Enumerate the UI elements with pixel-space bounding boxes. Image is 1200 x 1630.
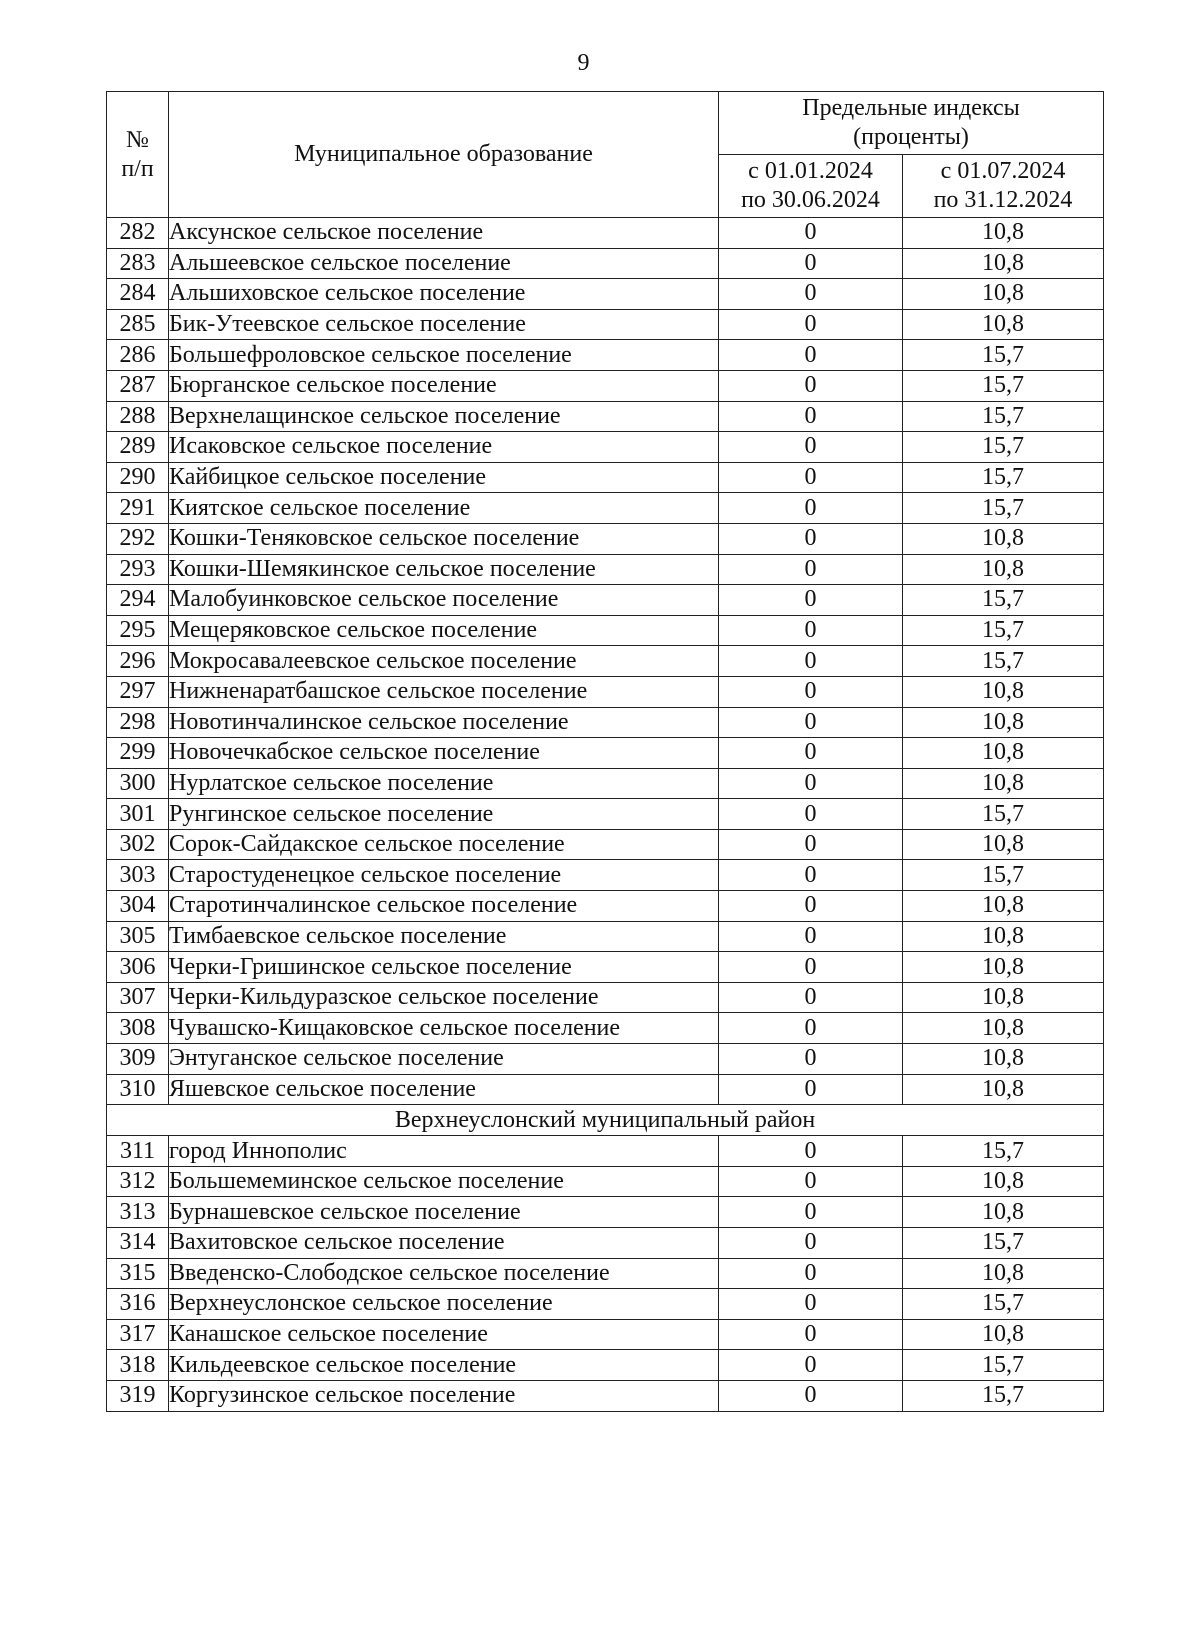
table-row [107, 1197, 1104, 1228]
row-index-second-half: 15,7 [903, 646, 1104, 677]
row-index-first-half: 0 [719, 493, 903, 524]
row-municipality: Чувашско-Кищаковское сельское поселение [169, 1013, 719, 1044]
row-index-second-half: 10,8 [903, 309, 1104, 340]
section-row [107, 1105, 1104, 1136]
row-index-second-half: 15,7 [903, 340, 1104, 371]
row-index-second-half: 10,8 [903, 891, 1104, 922]
row-index-first-half: 0 [719, 799, 903, 830]
table-row [107, 646, 1104, 677]
row-number: 310 [107, 1074, 169, 1105]
table-row [107, 493, 1104, 524]
row-number: 315 [107, 1258, 169, 1289]
row-index-second-half: 10,8 [903, 952, 1104, 983]
table-row [107, 1289, 1104, 1320]
table-row [107, 1013, 1104, 1044]
index-table [106, 91, 1104, 1412]
row-number: 297 [107, 676, 169, 707]
row-index-second-half: 10,8 [903, 829, 1104, 860]
row-number: 308 [107, 1013, 169, 1044]
table-row [107, 952, 1104, 983]
row-number: 282 [107, 218, 169, 249]
row-index-second-half: 15,7 [903, 462, 1104, 493]
row-number: 283 [107, 248, 169, 279]
row-index-first-half: 0 [719, 1319, 903, 1350]
table-row [107, 768, 1104, 799]
row-municipality: Аксунское сельское поселение [169, 218, 719, 249]
row-index-first-half: 0 [719, 248, 903, 279]
row-index-second-half: 15,7 [903, 1289, 1104, 1320]
row-index-first-half: 0 [719, 1013, 903, 1044]
row-index-second-half: 15,7 [903, 860, 1104, 891]
row-index-first-half: 0 [719, 340, 903, 371]
table-row [107, 523, 1104, 554]
row-number: 305 [107, 921, 169, 952]
row-index-second-half: 15,7 [903, 1350, 1104, 1381]
row-municipality: Альшиховское сельское поселение [169, 279, 719, 310]
row-municipality: Бурнашевское сельское поселение [169, 1197, 719, 1228]
row-index-first-half: 0 [719, 921, 903, 952]
row-municipality: Кайбицкое сельское поселение [169, 462, 719, 493]
row-number: 286 [107, 340, 169, 371]
row-number: 289 [107, 432, 169, 463]
row-number: 295 [107, 615, 169, 646]
row-index-second-half: 10,8 [903, 982, 1104, 1013]
row-municipality: Черки-Гришинское сельское поселение [169, 952, 719, 983]
table-row [107, 585, 1104, 616]
table-row [107, 891, 1104, 922]
row-index-second-half: 10,8 [903, 554, 1104, 585]
row-index-first-half: 0 [719, 401, 903, 432]
row-number: 284 [107, 279, 169, 310]
row-index-second-half: 10,8 [903, 738, 1104, 769]
table-row [107, 799, 1104, 830]
row-municipality: Кошки-Теняковское сельское поселение [169, 523, 719, 554]
table-row [107, 615, 1104, 646]
row-municipality: Новотинчалинское сельское поселение [169, 707, 719, 738]
row-index-second-half: 10,8 [903, 921, 1104, 952]
row-index-second-half: 10,8 [903, 1044, 1104, 1075]
row-index-first-half: 0 [719, 676, 903, 707]
table-row [107, 554, 1104, 585]
row-number: 314 [107, 1228, 169, 1259]
row-municipality: Рунгинское сельское поселение [169, 799, 719, 830]
row-number: 302 [107, 829, 169, 860]
row-municipality: Верхнелащинское сельское поселение [169, 401, 719, 432]
header-period-first-from: с 01.01.2024 [748, 158, 873, 184]
row-index-first-half: 0 [719, 615, 903, 646]
table-row [107, 1136, 1104, 1167]
row-index-first-half: 0 [719, 218, 903, 249]
row-index-first-half: 0 [719, 585, 903, 616]
row-index-first-half: 0 [719, 1166, 903, 1197]
row-number: 294 [107, 585, 169, 616]
section-title: Верхнеуслонский муниципальный район [107, 1105, 1104, 1136]
row-number: 299 [107, 738, 169, 769]
row-index-first-half: 0 [719, 1380, 903, 1411]
row-municipality: Старотинчалинское сельское поселение [169, 891, 719, 922]
row-number: 300 [107, 768, 169, 799]
row-municipality: Коргузинское сельское поселение [169, 1380, 719, 1411]
row-index-first-half: 0 [719, 554, 903, 585]
header-number-cell [107, 92, 169, 218]
row-index-first-half: 0 [719, 860, 903, 891]
row-index-first-half: 0 [719, 1350, 903, 1381]
row-index-second-half: 15,7 [903, 1228, 1104, 1259]
row-index-second-half: 10,8 [903, 1258, 1104, 1289]
table-body [107, 218, 1104, 1412]
row-index-first-half: 0 [719, 432, 903, 463]
row-index-first-half: 0 [719, 370, 903, 401]
table-row [107, 982, 1104, 1013]
row-index-second-half: 10,8 [903, 279, 1104, 310]
row-municipality: Большефроловское сельское поселение [169, 340, 719, 371]
row-index-first-half: 0 [719, 309, 903, 340]
row-number: 313 [107, 1197, 169, 1228]
row-index-first-half: 0 [719, 646, 903, 677]
row-municipality: Мокросавалеевское сельское поселение [169, 646, 719, 677]
header-number-abbrev: п/п [121, 155, 154, 182]
row-index-second-half: 15,7 [903, 1136, 1104, 1167]
row-index-second-half: 10,8 [903, 1166, 1104, 1197]
row-number: 304 [107, 891, 169, 922]
row-index-first-half: 0 [719, 1044, 903, 1075]
row-municipality: Верхнеуслонское сельское поселение [169, 1289, 719, 1320]
row-municipality: город Иннополис [169, 1136, 719, 1167]
row-number: 316 [107, 1289, 169, 1320]
row-municipality: Большемеминское сельское поселение [169, 1166, 719, 1197]
row-number: 291 [107, 493, 169, 524]
page-number: 9 [577, 50, 590, 76]
row-number: 306 [107, 952, 169, 983]
table-row [107, 248, 1104, 279]
row-index-first-half: 0 [719, 1197, 903, 1228]
row-municipality: Исаковское сельское поселение [169, 432, 719, 463]
table-row [107, 1166, 1104, 1197]
row-index-second-half: 15,7 [903, 799, 1104, 830]
table-row [107, 707, 1104, 738]
row-index-first-half: 0 [719, 1074, 903, 1105]
row-index-first-half: 0 [719, 279, 903, 310]
table-row [107, 1228, 1104, 1259]
row-municipality: Вахитовское сельское поселение [169, 1228, 719, 1259]
row-index-second-half: 15,7 [903, 432, 1104, 463]
row-index-second-half: 10,8 [903, 248, 1104, 279]
row-municipality: Старостуденецкое сельское поселение [169, 860, 719, 891]
table-row [107, 860, 1104, 891]
table-row [107, 432, 1104, 463]
table-row [107, 1350, 1104, 1381]
row-municipality: Бюрганское сельское поселение [169, 370, 719, 401]
row-municipality: Нижненаратбашское сельское поселение [169, 676, 719, 707]
row-index-first-half: 0 [719, 982, 903, 1013]
row-index-second-half: 15,7 [903, 370, 1104, 401]
table-row [107, 1258, 1104, 1289]
header-period-first-to: по 30.06.2024 [741, 187, 880, 213]
row-index-first-half: 0 [719, 462, 903, 493]
row-municipality: Черки-Кильдуразское сельское поселение [169, 982, 719, 1013]
header-period-second-from: с 01.07.2024 [940, 158, 1066, 184]
row-index-second-half: 10,8 [903, 768, 1104, 799]
row-index-second-half: 10,8 [903, 1319, 1104, 1350]
row-number: 307 [107, 982, 169, 1013]
table-header [107, 92, 1104, 218]
row-number: 311 [107, 1136, 169, 1167]
header-index-unit: (проценты) [853, 124, 969, 150]
row-municipality: Энтуганское сельское поселение [169, 1044, 719, 1075]
row-municipality: Канашское сельское поселение [169, 1319, 719, 1350]
row-index-first-half: 0 [719, 1136, 903, 1167]
table-row [107, 401, 1104, 432]
header-municipality: Муниципальное образование [169, 92, 719, 218]
row-index-second-half: 10,8 [903, 707, 1104, 738]
row-municipality: Кошки-Шемякинское сельское поселение [169, 554, 719, 585]
row-number: 317 [107, 1319, 169, 1350]
row-index-first-half: 0 [719, 707, 903, 738]
table-row [107, 279, 1104, 310]
row-municipality: Киятское сельское поселение [169, 493, 719, 524]
row-number: 303 [107, 860, 169, 891]
row-index-first-half: 0 [719, 891, 903, 922]
row-municipality: Кильдеевское сельское поселение [169, 1350, 719, 1381]
row-number: 288 [107, 401, 169, 432]
header-period-first-half [719, 155, 903, 218]
row-index-second-half: 15,7 [903, 615, 1104, 646]
row-index-first-half: 0 [719, 952, 903, 983]
header-index-group [719, 92, 1104, 155]
table-row [107, 462, 1104, 493]
header-period-second-to: по 31.12.2024 [933, 187, 1073, 213]
row-index-first-half: 0 [719, 1289, 903, 1320]
row-municipality: Сорок-Сайдакское сельское поселение [169, 829, 719, 860]
row-number: 290 [107, 462, 169, 493]
row-index-first-half: 0 [719, 1228, 903, 1259]
row-index-second-half: 10,8 [903, 676, 1104, 707]
row-municipality: Новочечкабское сельское поселение [169, 738, 719, 769]
row-number: 312 [107, 1166, 169, 1197]
table-row [107, 676, 1104, 707]
row-index-second-half: 15,7 [903, 1380, 1104, 1411]
table-row [107, 340, 1104, 371]
row-number: 298 [107, 707, 169, 738]
row-index-first-half: 0 [719, 829, 903, 860]
header-index-title: Предельные индексы [802, 95, 1020, 121]
row-number: 301 [107, 799, 169, 830]
row-number: 285 [107, 309, 169, 340]
table-row [107, 1319, 1104, 1350]
row-index-first-half: 0 [719, 1258, 903, 1289]
row-index-first-half: 0 [719, 768, 903, 799]
row-index-second-half: 10,8 [903, 1013, 1104, 1044]
row-index-second-half: 10,8 [903, 523, 1104, 554]
row-index-second-half: 15,7 [903, 585, 1104, 616]
row-municipality: Альшеевское сельское поселение [169, 248, 719, 279]
row-number: 319 [107, 1380, 169, 1411]
table-row [107, 829, 1104, 860]
table-row [107, 921, 1104, 952]
row-index-first-half: 0 [719, 738, 903, 769]
row-municipality: Бик-Утеевское сельское поселение [169, 309, 719, 340]
row-index-first-half: 0 [719, 523, 903, 554]
row-municipality: Яшевское сельское поселение [169, 1074, 719, 1105]
row-municipality: Малобуинковское сельское поселение [169, 585, 719, 616]
row-number: 292 [107, 523, 169, 554]
row-index-second-half: 10,8 [903, 218, 1104, 249]
table-row [107, 1074, 1104, 1105]
row-index-second-half: 10,8 [903, 1074, 1104, 1105]
row-number: 296 [107, 646, 169, 677]
table-row [107, 370, 1104, 401]
row-index-second-half: 15,7 [903, 493, 1104, 524]
row-index-second-half: 10,8 [903, 1197, 1104, 1228]
row-municipality: Введенско-Слободское сельское поселение [169, 1258, 719, 1289]
table-row [107, 1380, 1104, 1411]
header-number-symbol: № [126, 126, 149, 153]
row-number: 293 [107, 554, 169, 585]
row-municipality: Тимбаевское сельское поселение [169, 921, 719, 952]
row-municipality: Нурлатское сельское поселение [169, 768, 719, 799]
row-number: 318 [107, 1350, 169, 1381]
table-row [107, 1044, 1104, 1075]
row-number: 309 [107, 1044, 169, 1075]
table-row [107, 309, 1104, 340]
row-municipality: Мещеряковское сельское поселение [169, 615, 719, 646]
table-row [107, 738, 1104, 769]
header-period-second-half [903, 155, 1104, 218]
row-number: 287 [107, 370, 169, 401]
row-index-second-half: 15,7 [903, 401, 1104, 432]
table-row [107, 218, 1104, 249]
